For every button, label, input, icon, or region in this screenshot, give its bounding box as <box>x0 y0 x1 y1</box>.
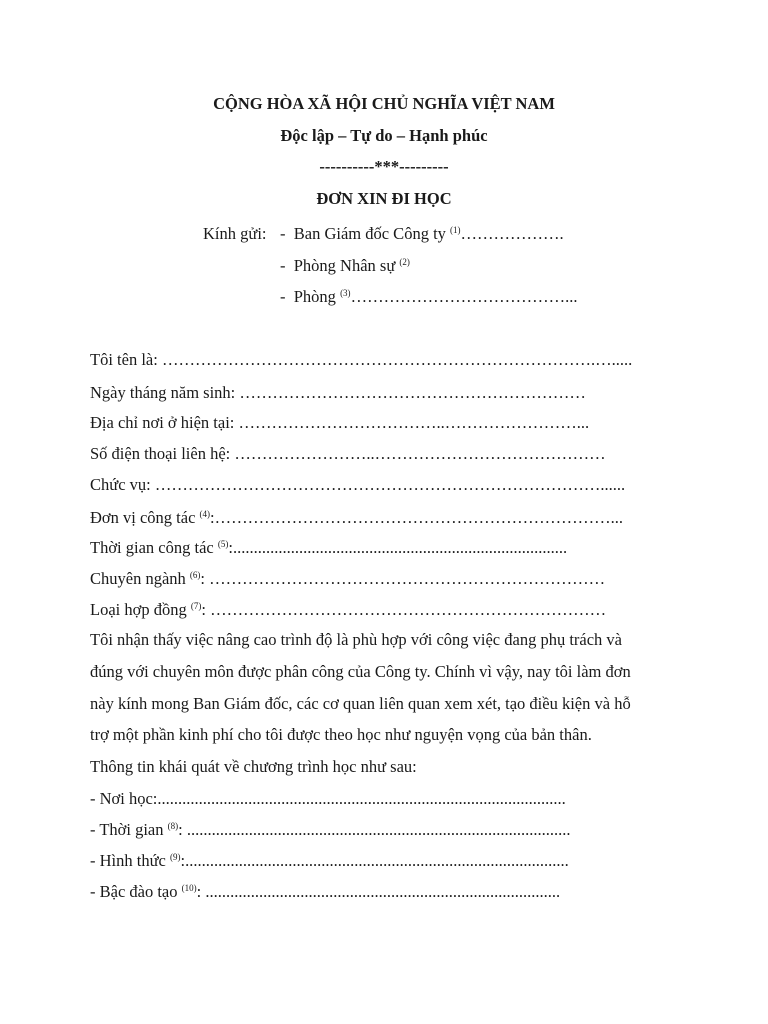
fill-dots: ……………………..…………………………………… <box>230 444 606 463</box>
nation-heading: CỘNG HÒA XÃ HỘI CHỦ NGHĨA VIỆT NAM <box>213 94 555 113</box>
program-intro: Thông tin khái quát về chương trình học như sau: <box>90 757 417 776</box>
field-label: Đơn vị công tác <box>90 508 196 527</box>
fill-dots: ………………. <box>460 224 564 243</box>
field-major <box>90 569 605 589</box>
program-format <box>90 851 569 871</box>
fill-dots: ……………………………………………………… <box>235 383 586 402</box>
footnote-marker: (10) <box>181 883 197 893</box>
fill-dots: ................................................................................................... <box>157 789 566 808</box>
fill-dots: ……………………………………………………………… <box>205 600 607 619</box>
field-work-unit <box>90 508 623 528</box>
field-colon: : <box>200 569 205 588</box>
fill-dots: ............................................................................................. <box>185 851 569 870</box>
paragraph-line: đúng với chuyên môn được phân công của Công ty. Chính vì vậy, nay tôi làm đơn <box>90 662 631 681</box>
field-phone <box>90 444 606 464</box>
program-location <box>90 789 566 809</box>
footnote-marker: (8) <box>167 821 179 831</box>
fill-dots: …………………………………... <box>350 287 578 306</box>
recipient-item <box>280 256 410 276</box>
field-birth-date <box>90 383 586 403</box>
field-work-duration <box>90 538 567 558</box>
field-colon: : <box>196 882 202 901</box>
separator: ----------***--------- <box>319 157 449 176</box>
field-label: Thời gian công tác <box>90 538 214 557</box>
field-label: - Thời gian <box>90 820 164 839</box>
field-full-name <box>90 350 632 370</box>
field-colon: : <box>178 820 183 839</box>
fill-dots: ................................................................................. <box>232 538 568 557</box>
program-duration <box>90 820 570 840</box>
fill-dots: ……………………………………………………………… <box>205 569 606 588</box>
recipient-bullet: - <box>280 224 286 243</box>
footnote-marker: (7) <box>190 601 202 611</box>
paragraph-line: này kính mong Ban Giám đốc, các cơ quan liên quan xem xét, tạo điều kiện và hỗ <box>90 694 631 713</box>
field-label: Ngày tháng năm sinh: <box>90 383 236 402</box>
field-label: Chức vụ: <box>90 475 151 494</box>
paragraph-line: Tôi nhận thấy việc nâng cao trình độ là phù hợp với công việc đang phụ trách và <box>90 630 623 649</box>
program-level <box>90 882 560 902</box>
footnote-marker: (5) <box>217 539 229 549</box>
recipient-item <box>280 287 577 307</box>
fill-dots: ………………………………………………………………... <box>214 508 623 527</box>
footnote-marker: (4) <box>199 509 211 519</box>
field-label: - Hình thức <box>90 851 166 870</box>
field-label: Tôi tên là: <box>90 350 158 369</box>
fill-dots: ...................................................................................... <box>201 882 561 901</box>
footnote-marker: (6) <box>189 570 201 580</box>
recipient-text: Phòng Nhân sự <box>293 256 396 275</box>
paragraph-line: trợ một phần kinh phí cho tôi được theo học như nguyện vọng của bản thân. <box>90 725 592 744</box>
recipient-prefix: Kính gửi: <box>203 224 267 243</box>
fill-dots: ………………………………..……………………... <box>234 413 590 432</box>
footnote-marker: (9) <box>169 852 181 862</box>
field-label: - Nơi học: <box>90 789 158 808</box>
field-label: - Bậc đào tạo <box>90 882 178 901</box>
field-contract-type <box>90 600 606 620</box>
recipient-item <box>280 224 564 244</box>
field-address <box>90 413 589 433</box>
field-colon: : <box>210 508 215 527</box>
field-label: Chuyên ngành <box>90 569 186 588</box>
field-colon: : <box>201 600 206 619</box>
fill-dots: ............................................................................................. <box>182 820 571 839</box>
field-label: Địa chỉ nơi ở hiện tại: <box>90 413 235 432</box>
fill-dots: …………………………………………………………………….…..... <box>157 350 633 369</box>
footnote-marker: (3) <box>340 288 351 298</box>
field-label: Loại hợp đồng <box>90 600 187 619</box>
field-colon: : <box>228 538 233 557</box>
recipient-bullet: - <box>280 256 286 275</box>
footnote-marker: (2) <box>399 257 410 267</box>
fill-dots: ………………………………………………………………………...... <box>150 475 626 494</box>
recipient-bullet: - <box>280 287 286 306</box>
field-position <box>90 475 625 495</box>
field-label: Số điện thoại liên hệ: <box>90 444 231 463</box>
motto: Độc lập – Tự do – Hạnh phúc <box>280 126 488 145</box>
field-colon: : <box>180 851 186 870</box>
recipient-text: Ban Giám đốc Công ty <box>293 224 446 243</box>
recipient-text: Phòng <box>293 287 336 306</box>
document-title: ĐƠN XIN ĐI HỌC <box>316 189 452 208</box>
footnote-marker: (1) <box>450 225 461 235</box>
